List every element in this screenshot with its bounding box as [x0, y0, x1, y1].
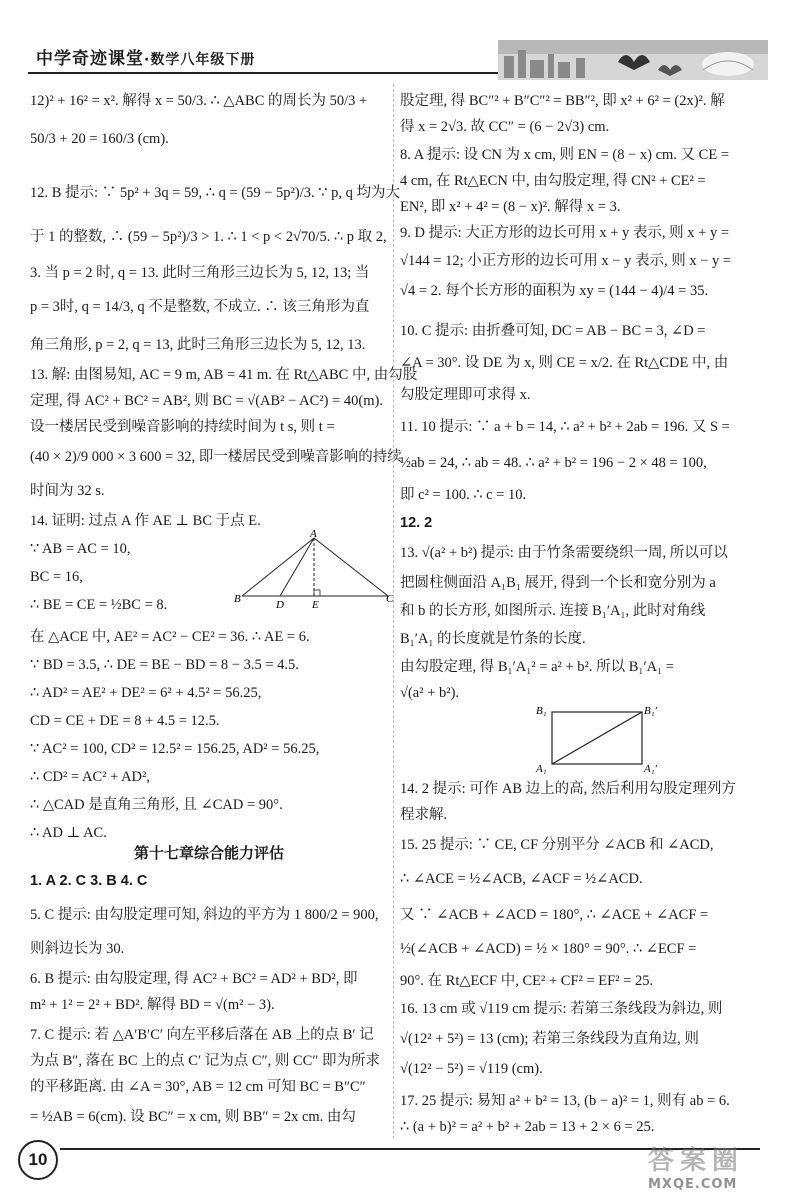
- answer-15: 15. 25 提示: ∵ CE, CF 分别平分 ∠ACB 和 ∠ACD,: [400, 837, 714, 853]
- answer-13: 13. 解: 由图易知, AC = 9 m, AB = 41 m. 在 Rt△ABC 中, 由勾股: [30, 367, 418, 383]
- text-line: 股定理, 得 BC″² + B″C″² = BB″², 即 x² + 6² = (2x)². 解: [400, 93, 725, 109]
- text-line: = ½AB = 6(cm). 设 BC″ = x cm, 则 BB″ = 2x cm. 由勾: [30, 1109, 356, 1125]
- text-line: ∴ BE = CE = ½BC = 8.: [30, 597, 168, 613]
- text-line: B₁′A₁ 的长度就是竹条的长度.: [400, 631, 586, 647]
- text-line: 在 △ACE 中, AE² = AC² − CE² = 36. ∴ AE = 6.: [30, 629, 310, 645]
- page-number: 10: [18, 1140, 58, 1180]
- page-header: [0, 0, 786, 80]
- text-line: ∴ CD² = AC² + AD²,: [30, 769, 151, 785]
- text-line: √4 = 2. 每个长方形的面积为 xy = (144 − 4)/4 = 35.: [400, 283, 709, 299]
- section-heading: 第十七章综合能力评估: [133, 844, 284, 862]
- text-line: 设一楼居民受到噪音影响的持续时间为 t s, 则 t =: [30, 419, 335, 435]
- text-line: 时间为 32 s.: [30, 483, 105, 499]
- book-title: [36, 44, 255, 69]
- label-a1: A₁: [536, 763, 547, 774]
- text-line: √(12² + 5²) = 13 (cm); 若第三条线段为直角边, 则: [400, 1031, 699, 1047]
- watermark-logo: [648, 1140, 778, 1196]
- triangle-figure: [234, 530, 394, 610]
- text-line: 又 ∵ ∠ACB + ∠ACD = 180°, ∴ ∠ACE + ∠ACF =: [400, 907, 709, 923]
- column-divider: [393, 84, 394, 1139]
- answer-13-right: 13. √(a² + b²) 提示: 由于竹条需要绕织一周, 所以可以: [400, 545, 728, 561]
- text-line: 即 c² = 100. ∴ c = 10.: [400, 487, 527, 503]
- watermark-text: 答案圈: [648, 1146, 745, 1176]
- text-line: ½(∠ACB + ∠ACD) = ½ × 180° = 90°. ∴ ∠ECF =: [400, 941, 697, 957]
- text-line: 90°. 在 Rt△ECF 中, CE² + CF² = EF² = 25.: [400, 973, 654, 989]
- text-line: ½ab = 24, ∴ ab = 48. ∴ a² + b² = 196 − 2 × 48 = 100,: [400, 455, 707, 471]
- text-line: 定理, 得 AC² + BC² = AB², 则 BC = √(AB² − AC²) = 40(m).: [30, 393, 383, 409]
- label-a1-prime: A₁′: [644, 763, 657, 774]
- label-a: A: [310, 530, 317, 540]
- text-line: ∴ △CAD 是直角三角形, 且 ∠CAD = 90°.: [30, 797, 283, 813]
- answers-1-4: 1. A 2. C 3. B 4. C: [30, 873, 148, 889]
- text-line: 把圆柱侧面沿 A₁B₁ 展开, 得到一个长和宽分别为 a: [400, 575, 716, 591]
- label-b: B: [234, 593, 241, 605]
- text-line: ∠A = 30°. 设 DE 为 x, 则 CE = x/2. 在 Rt△CDE 中, 由: [400, 355, 729, 371]
- text-line: ∵ AC² = 100, CD² = 12.5² = 156.25, AD² = 56.25,: [30, 741, 320, 757]
- answer-7: 7. C 提示: 若 △A′B′C′ 向左平移后落在 AB 上的点 B′ 记: [30, 1027, 374, 1043]
- text-line: 3. 当 p = 2 时, q = 13. 此时三角形三边长为 5, 12, 13; 当: [30, 265, 370, 281]
- answer-14-proof: 14. 证明: 过点 A 作 AE ⊥ BC 于点 E.: [30, 513, 261, 529]
- text-line: √144 = 12; 小正方形的边长可用 x − y 表示, 则 x − y =: [400, 253, 732, 269]
- text-line: ∴ ∠ACE = ½∠ACB, ∠ACF = ½∠ACD.: [400, 871, 643, 887]
- text-line: 50/3 + 20 = 160/3 (cm).: [30, 131, 169, 147]
- book-subtitle: ·数学八年级下册: [144, 52, 256, 68]
- text-line: EN², 即 x² + 4² = (8 − x)². 解得 x = 3.: [400, 199, 621, 215]
- text-line: ∴ AD ⊥ AC.: [30, 825, 107, 841]
- rectangle-figure: [534, 704, 664, 774]
- answer-10: 10. C 提示: 由折叠可知, DC = AB − BC = 3, ∠D =: [400, 323, 706, 339]
- text-line: 则斜边长为 30.: [30, 941, 125, 957]
- text-line: ∴ AD² = AE² + DE² = 6² + 4.5² = 56.25,: [30, 685, 262, 701]
- header-banner-image: [498, 40, 768, 80]
- answer-12-right: 12. 2: [400, 515, 433, 531]
- text-line: (40 × 2)/9 000 × 3 600 = 32, 即一楼居民受到噪音影响的持续: [30, 449, 402, 465]
- text-line: CD = CE + DE = 8 + 4.5 = 12.5.: [30, 713, 220, 729]
- text-line: 4 cm, 在 Rt△ECN 中, 由勾股定理, 得 CN² + CE² =: [400, 173, 706, 189]
- text-line: 为点 B″, 落在 BC 上的点 C′ 记为点 C″, 则 CC″ 即为所求: [30, 1053, 380, 1069]
- text-line: 的平移距离. 由 ∠A = 30°, AB = 12 cm 可知 BC = B″C″: [30, 1079, 366, 1095]
- answer-9: 9. D 提示: 大正方形的边长可用 x + y 表示, 则 x + y =: [400, 225, 730, 241]
- text-line: 由勾股定理, 得 B₁′A₁² = a² + b². 所以 B₁′A₁ =: [400, 659, 674, 675]
- text-line: p = 3时, q = 14/3, q 不是整数, 不成立. ∴ 该三角形为直: [30, 299, 370, 315]
- text-line: BC = 16,: [30, 569, 83, 585]
- book-title-text: 中学奇迹课堂: [36, 49, 144, 69]
- text-line: 程求解.: [400, 807, 448, 823]
- text-line: 勾股定理即可求得 x.: [400, 387, 531, 403]
- text-line: ∵ AB = AC = 10,: [30, 541, 131, 557]
- answer-12: 12. B 提示: ∵ 5p² + 3q = 59, ∴ q = (59 − 5p²)/3. ∵ p, q 均为大: [30, 185, 400, 201]
- answer-5: 5. C 提示: 由勾股定理可知, 斜边的平方为 1 800/2 = 900,: [30, 907, 379, 923]
- watermark-url: MXQE.COM: [648, 1177, 738, 1192]
- text-line: √(a² + b²).: [400, 685, 460, 701]
- text-line: m² + 1² = 2² + BD². 解得 BD = √(m² − 3).: [30, 997, 275, 1013]
- text-line: 得 x = 2√3. 故 CC″ = (6 − 2√3) cm.: [400, 119, 610, 135]
- text-line: ∵ BD = 3.5, ∴ DE = BE − BD = 8 − 3.5 = 4.5.: [30, 657, 299, 673]
- text-line: 于 1 的整数, ∴ (59 − 5p²)/3 > 1. ∴ 1 < p < 2√70/5. ∴ p 取 2,: [30, 229, 387, 245]
- label-d: D: [276, 599, 284, 610]
- answer-16: 16. 13 cm 或 √119 cm 提示: 若第三条线段为斜边, 则: [400, 1001, 723, 1017]
- header-rule: [28, 72, 498, 74]
- label-c: C: [386, 593, 394, 605]
- text-line: 和 b 的长方形, 如图所示. 连接 B₁′A₁, 此时对角线: [400, 603, 706, 619]
- label-b1-prime: B₁′: [644, 705, 657, 717]
- label-e: E: [312, 599, 319, 610]
- text-line: ∴ (a + b)² = a² + b² + 2ab = 13 + 2 × 6 = 25.: [400, 1119, 655, 1135]
- answer-17: 17. 25 提示: 易知 a² + b² = 13, (b − a)² = 1, 则有 ab = 6.: [400, 1093, 730, 1109]
- label-b1: B₁: [536, 705, 547, 717]
- answer-14-right: 14. 2 提示: 可作 AB 边上的高, 然后利用勾股定理列方: [400, 781, 736, 797]
- text-line: √(12² − 5²) = √119 (cm).: [400, 1061, 543, 1077]
- text-line: 12)² + 16² = x². 解得 x = 50/3. ∴ △ABC 的周长为 50/3 +: [30, 93, 368, 109]
- answer-8: 8. A 提示: 设 CN 为 x cm, 则 EN = (8 − x) cm. 又 CE =: [400, 147, 730, 163]
- text-line: 角三角形, p = 2, q = 13, 此时三角形三边长为 5, 12, 13.: [30, 337, 366, 353]
- answer-11: 11. 10 提示: ∵ a + b = 14, ∴ a² + b² + 2ab = 196. 又 S =: [400, 419, 730, 435]
- answer-6: 6. B 提示: 由勾股定理, 得 AC² + BC² = AD² + BD², 即: [30, 971, 358, 987]
